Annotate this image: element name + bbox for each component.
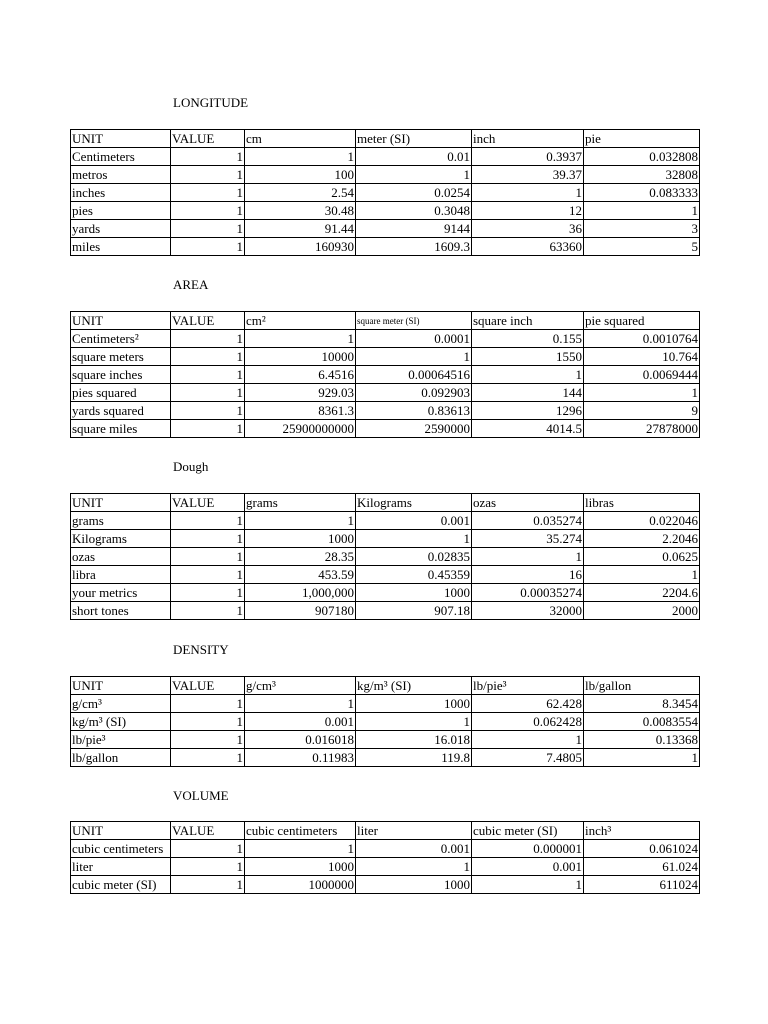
- value-cell: 0.02835: [356, 548, 472, 566]
- table-row: [71, 584, 700, 602]
- value-cell: 1,000,000: [245, 584, 356, 602]
- column-header: VALUE: [171, 130, 245, 148]
- column-header: pie: [584, 130, 700, 148]
- table-row: [71, 238, 700, 256]
- value-cell: 1: [171, 148, 245, 166]
- value-cell: 0.0001: [356, 330, 472, 348]
- value-cell: 36: [472, 220, 584, 238]
- value-cell: 0.45359: [356, 566, 472, 584]
- conversion-table-density: [70, 676, 700, 767]
- table-row: [71, 366, 700, 384]
- table-row: [71, 166, 700, 184]
- value-cell: 1: [171, 348, 245, 366]
- value-cell: 39.37: [472, 166, 584, 184]
- unit-cell: libra: [71, 566, 171, 584]
- column-header: meter (SI): [356, 130, 472, 148]
- table-header-row: [71, 494, 700, 512]
- unit-cell: lb/gallon: [71, 749, 171, 767]
- value-cell: 0.061024: [584, 840, 700, 858]
- conversion-table-volume: [70, 821, 700, 894]
- unit-cell: square meters: [71, 348, 171, 366]
- table-row: [71, 330, 700, 348]
- value-cell: 1000000: [245, 876, 356, 894]
- value-cell: 1: [356, 166, 472, 184]
- value-cell: 1: [171, 840, 245, 858]
- table-header-row: [71, 677, 700, 695]
- value-cell: 0.001: [356, 512, 472, 530]
- unit-cell: grams: [71, 512, 171, 530]
- value-cell: 100: [245, 166, 356, 184]
- column-header: UNIT: [71, 822, 171, 840]
- value-cell: 1000: [356, 695, 472, 713]
- value-cell: 4014.5: [472, 420, 584, 438]
- value-cell: 0.00064516: [356, 366, 472, 384]
- value-cell: 0.0069444: [584, 366, 700, 384]
- value-cell: 2590000: [356, 420, 472, 438]
- unit-cell: pies squared: [71, 384, 171, 402]
- value-cell: 611024: [584, 876, 700, 894]
- value-cell: 0.001: [245, 713, 356, 731]
- value-cell: 1000: [356, 876, 472, 894]
- value-cell: 0.01: [356, 148, 472, 166]
- value-cell: 0.016018: [245, 731, 356, 749]
- value-cell: 1609.3: [356, 238, 472, 256]
- table-row: [71, 384, 700, 402]
- value-cell: 929.03: [245, 384, 356, 402]
- table-row: [71, 348, 700, 366]
- unit-cell: lb/pie³: [71, 731, 171, 749]
- unit-cell: pies: [71, 202, 171, 220]
- column-header: lb/gallon: [584, 677, 700, 695]
- value-cell: 8.3454: [584, 695, 700, 713]
- column-header: VALUE: [171, 677, 245, 695]
- unit-cell: Centimeters²: [71, 330, 171, 348]
- value-cell: 9144: [356, 220, 472, 238]
- column-header: inch: [472, 130, 584, 148]
- table-header-row: [71, 822, 700, 840]
- value-cell: 1: [245, 148, 356, 166]
- value-cell: 10.764: [584, 348, 700, 366]
- value-cell: 1: [171, 548, 245, 566]
- value-cell: 1: [171, 330, 245, 348]
- unit-cell: yards squared: [71, 402, 171, 420]
- value-cell: 0.001: [472, 858, 584, 876]
- value-cell: 0.083333: [584, 184, 700, 202]
- column-header: cubic centimeters: [245, 822, 356, 840]
- value-cell: 25900000000: [245, 420, 356, 438]
- value-cell: 1: [171, 695, 245, 713]
- column-header: UNIT: [71, 494, 171, 512]
- value-cell: 1: [356, 348, 472, 366]
- column-header: Kilograms: [356, 494, 472, 512]
- table-row: [71, 420, 700, 438]
- value-cell: 119.8: [356, 749, 472, 767]
- column-header: VALUE: [171, 312, 245, 330]
- value-cell: 5: [584, 238, 700, 256]
- value-cell: 1: [472, 366, 584, 384]
- value-cell: 62.428: [472, 695, 584, 713]
- table-header-row: [71, 312, 700, 330]
- value-cell: 2.2046: [584, 530, 700, 548]
- column-header: inch³: [584, 822, 700, 840]
- value-cell: 2.54: [245, 184, 356, 202]
- value-cell: 1: [171, 584, 245, 602]
- table-row: [71, 713, 700, 731]
- value-cell: 0.062428: [472, 713, 584, 731]
- column-header: kg/m³ (SI): [356, 677, 472, 695]
- unit-cell: Centimeters: [71, 148, 171, 166]
- unit-cell: square inches: [71, 366, 171, 384]
- section-title-longitude: LONGITUDE: [173, 95, 249, 110]
- value-cell: 1: [245, 512, 356, 530]
- table-row: [71, 220, 700, 238]
- column-header: VALUE: [171, 822, 245, 840]
- value-cell: 0.035274: [472, 512, 584, 530]
- value-cell: 8361.3: [245, 402, 356, 420]
- unit-cell: square miles: [71, 420, 171, 438]
- unit-cell: miles: [71, 238, 171, 256]
- unit-cell: your metrics: [71, 584, 171, 602]
- value-cell: 1550: [472, 348, 584, 366]
- value-cell: 2204.6: [584, 584, 700, 602]
- value-cell: 0.000001: [472, 840, 584, 858]
- column-header: square inch: [472, 312, 584, 330]
- column-header: pie squared: [584, 312, 700, 330]
- value-cell: 32000: [472, 602, 584, 620]
- value-cell: 1: [171, 749, 245, 767]
- value-cell: 0.3048: [356, 202, 472, 220]
- table-row: [71, 202, 700, 220]
- value-cell: 0.00035274: [472, 584, 584, 602]
- column-header: UNIT: [71, 130, 171, 148]
- value-cell: 0.0254: [356, 184, 472, 202]
- value-cell: 1: [171, 184, 245, 202]
- value-cell: 1: [472, 548, 584, 566]
- value-cell: 1000: [245, 858, 356, 876]
- unit-cell: cubic meter (SI): [71, 876, 171, 894]
- conversion-table-area: [70, 311, 700, 438]
- value-cell: 30.48: [245, 202, 356, 220]
- column-header: liter: [356, 822, 472, 840]
- value-cell: 0.032808: [584, 148, 700, 166]
- value-cell: 1: [245, 695, 356, 713]
- value-cell: 1: [472, 731, 584, 749]
- value-cell: 12: [472, 202, 584, 220]
- table-row: [71, 512, 700, 530]
- value-cell: 2000: [584, 602, 700, 620]
- value-cell: 1000: [245, 530, 356, 548]
- table-row: [71, 840, 700, 858]
- section-title-dough: Dough: [173, 459, 209, 474]
- value-cell: 0.13368: [584, 731, 700, 749]
- value-cell: 16.018: [356, 731, 472, 749]
- value-cell: 1: [356, 713, 472, 731]
- table-row: [71, 402, 700, 420]
- value-cell: 0.11983: [245, 749, 356, 767]
- column-header: g/cm³: [245, 677, 356, 695]
- table-header-row: [71, 130, 700, 148]
- value-cell: 9: [584, 402, 700, 420]
- value-cell: 0.83613: [356, 402, 472, 420]
- value-cell: 0.001: [356, 840, 472, 858]
- unit-cell: inches: [71, 184, 171, 202]
- table-row: [71, 148, 700, 166]
- value-cell: 453.59: [245, 566, 356, 584]
- table-row: [71, 731, 700, 749]
- value-cell: 1: [171, 238, 245, 256]
- value-cell: 63360: [472, 238, 584, 256]
- value-cell: 1: [472, 184, 584, 202]
- unit-cell: Kilograms: [71, 530, 171, 548]
- value-cell: 0.0010764: [584, 330, 700, 348]
- column-header: UNIT: [71, 677, 171, 695]
- unit-cell: yards: [71, 220, 171, 238]
- unit-cell: kg/m³ (SI): [71, 713, 171, 731]
- value-cell: 1: [584, 384, 700, 402]
- value-cell: 160930: [245, 238, 356, 256]
- unit-cell: g/cm³: [71, 695, 171, 713]
- table-row: [71, 695, 700, 713]
- value-cell: 1: [584, 749, 700, 767]
- column-header: UNIT: [71, 312, 171, 330]
- column-header: cm: [245, 130, 356, 148]
- value-cell: 1: [245, 330, 356, 348]
- unit-cell: liter: [71, 858, 171, 876]
- value-cell: 0.0083554: [584, 713, 700, 731]
- value-cell: 1: [171, 512, 245, 530]
- value-cell: 91.44: [245, 220, 356, 238]
- section-title-area: AREA: [173, 277, 209, 292]
- value-cell: 27878000: [584, 420, 700, 438]
- value-cell: 1000: [356, 584, 472, 602]
- value-cell: 61.024: [584, 858, 700, 876]
- table-row: [71, 602, 700, 620]
- value-cell: 1: [171, 420, 245, 438]
- column-header: grams: [245, 494, 356, 512]
- unit-cell: ozas: [71, 548, 171, 566]
- unit-cell: short tones: [71, 602, 171, 620]
- value-cell: 1: [245, 840, 356, 858]
- table-row: [71, 876, 700, 894]
- table-row: [71, 184, 700, 202]
- value-cell: 907.18: [356, 602, 472, 620]
- value-cell: 1296: [472, 402, 584, 420]
- conversion-table-longitude: [70, 129, 700, 256]
- value-cell: 32808: [584, 166, 700, 184]
- value-cell: 1: [171, 602, 245, 620]
- value-cell: 1: [171, 402, 245, 420]
- column-header: libras: [584, 494, 700, 512]
- value-cell: 907180: [245, 602, 356, 620]
- table-row: [71, 749, 700, 767]
- section-title-density: DENSITY: [173, 642, 229, 657]
- value-cell: 1: [171, 731, 245, 749]
- value-cell: 1: [171, 858, 245, 876]
- section-title-volume: VOLUME: [173, 788, 229, 803]
- value-cell: 0.022046: [584, 512, 700, 530]
- value-cell: 1: [171, 384, 245, 402]
- value-cell: 3: [584, 220, 700, 238]
- value-cell: 7.4805: [472, 749, 584, 767]
- column-header: lb/pie³: [472, 677, 584, 695]
- column-header: cm²: [245, 312, 356, 330]
- value-cell: 144: [472, 384, 584, 402]
- table-row: [71, 530, 700, 548]
- value-cell: 10000: [245, 348, 356, 366]
- value-cell: 1: [171, 713, 245, 731]
- table-row: [71, 858, 700, 876]
- value-cell: 0.092903: [356, 384, 472, 402]
- column-header: ozas: [472, 494, 584, 512]
- conversion-table-dough: [70, 493, 700, 620]
- value-cell: 0.155: [472, 330, 584, 348]
- value-cell: 1: [171, 220, 245, 238]
- column-header: VALUE: [171, 494, 245, 512]
- value-cell: 1: [356, 858, 472, 876]
- value-cell: 28.35: [245, 548, 356, 566]
- value-cell: 1: [472, 876, 584, 894]
- value-cell: 1: [171, 366, 245, 384]
- value-cell: 0.0625: [584, 548, 700, 566]
- value-cell: 1: [171, 166, 245, 184]
- value-cell: 1: [584, 566, 700, 584]
- value-cell: 1: [356, 530, 472, 548]
- value-cell: 1: [171, 876, 245, 894]
- value-cell: 16: [472, 566, 584, 584]
- value-cell: 1: [584, 202, 700, 220]
- table-row: [71, 566, 700, 584]
- value-cell: 1: [171, 202, 245, 220]
- value-cell: 6.4516: [245, 366, 356, 384]
- column-header: square meter (SI): [356, 312, 472, 330]
- unit-cell: metros: [71, 166, 171, 184]
- unit-cell: cubic centimeters: [71, 840, 171, 858]
- table-row: [71, 548, 700, 566]
- value-cell: 1: [171, 566, 245, 584]
- value-cell: 35.274: [472, 530, 584, 548]
- value-cell: 0.3937: [472, 148, 584, 166]
- value-cell: 1: [171, 530, 245, 548]
- column-header: cubic meter (SI): [472, 822, 584, 840]
